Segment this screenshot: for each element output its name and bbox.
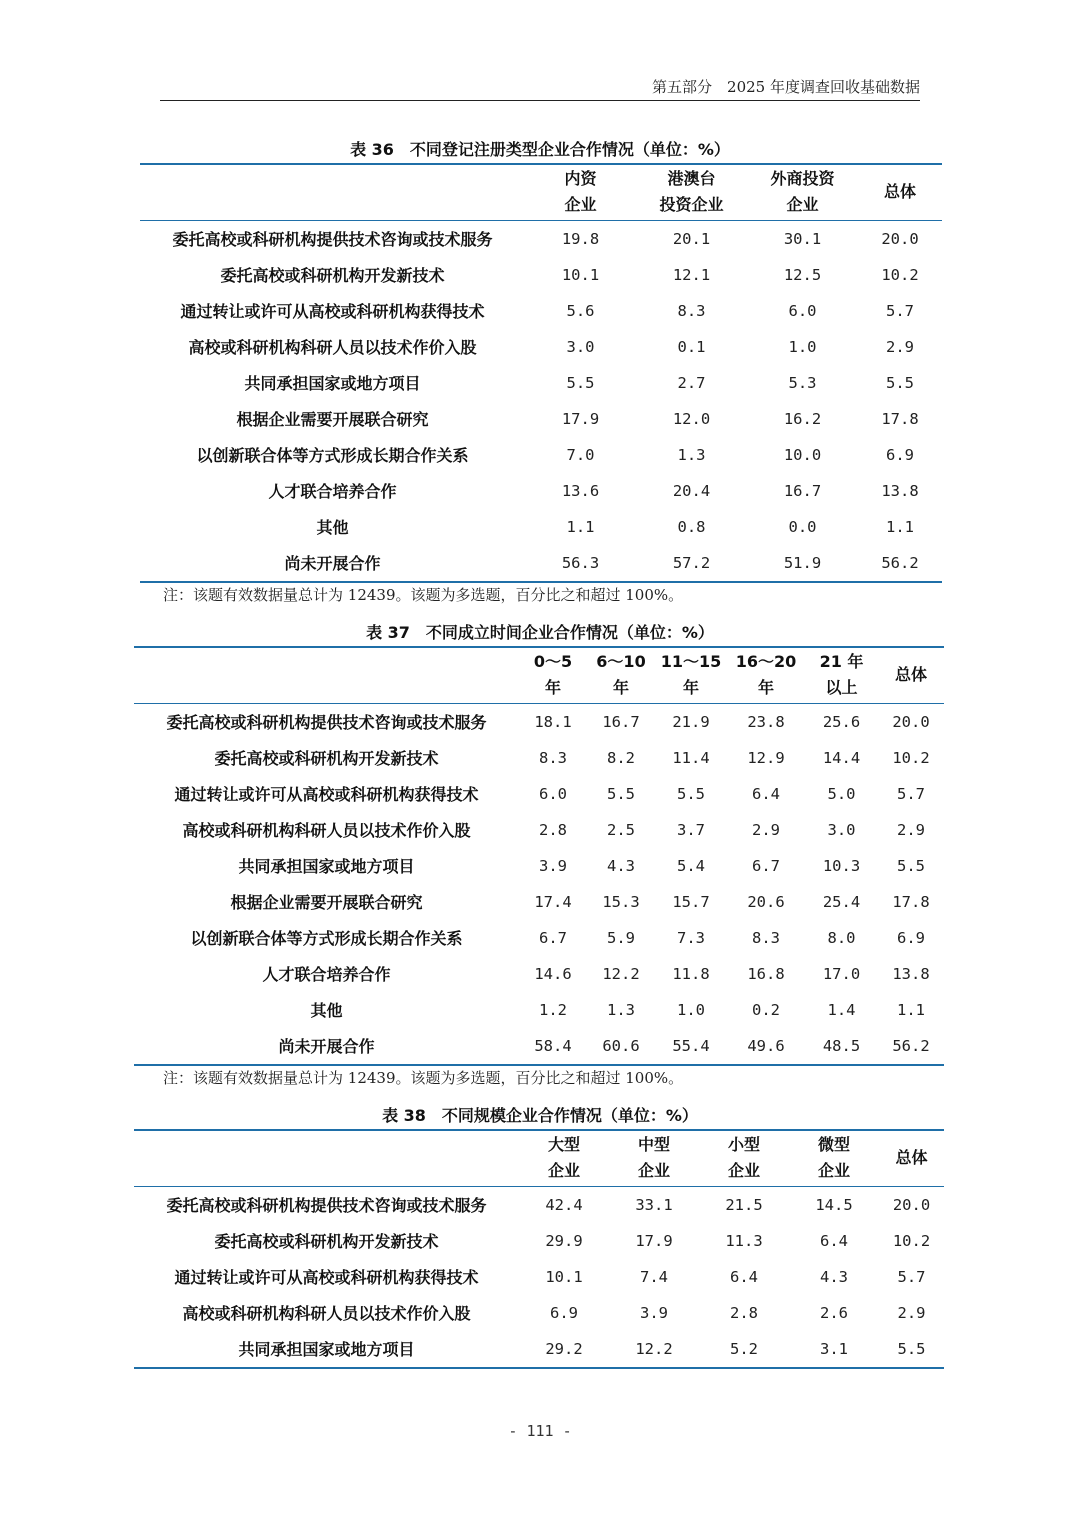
row-label: 尚未开展合作 xyxy=(284,554,381,573)
table-row xyxy=(140,473,942,509)
value-cell: 10.1 xyxy=(561,265,600,284)
row-label: 高校或科研机构科研人员以技术作价入股 xyxy=(182,821,471,840)
table-36-body xyxy=(140,220,942,582)
value-cell: 6.9 xyxy=(886,445,914,464)
value-cell: 1.1 xyxy=(886,517,914,536)
value-cell: 0.1 xyxy=(677,337,706,356)
value-cell: 3.7 xyxy=(677,820,705,839)
value-cell: 2.6 xyxy=(820,1303,848,1322)
value-cell: 2.9 xyxy=(897,1303,926,1322)
page-number: - 111 - xyxy=(508,1422,572,1440)
value-cell: 60.6 xyxy=(602,1036,640,1055)
row-label: 共同承担国家或地方项目 xyxy=(238,1340,415,1359)
value-cell: 30.1 xyxy=(783,229,822,248)
value-cell: 17.8 xyxy=(892,892,930,911)
value-cell: 1.1 xyxy=(566,517,595,536)
value-cell: 2.9 xyxy=(897,820,925,839)
value-cell: 3.1 xyxy=(820,1339,848,1358)
value-cell: 29.2 xyxy=(545,1339,583,1358)
value-cell: 0.0 xyxy=(788,517,817,536)
table-37 xyxy=(134,646,944,1066)
column-header-line: 内资 xyxy=(564,169,597,189)
column-header-line: 0～5 xyxy=(533,652,573,672)
header-blank-cell xyxy=(134,1130,519,1186)
table-row xyxy=(134,776,944,812)
value-cell: 16.8 xyxy=(747,964,785,983)
column-header-line: 16～20 xyxy=(735,652,797,672)
value-cell: 5.7 xyxy=(886,301,914,320)
value-cell: 12.1 xyxy=(672,265,711,284)
value-cell: 12.9 xyxy=(747,748,785,767)
row-label: 通过转让或许可从高校或科研机构获得技术 xyxy=(180,302,485,321)
value-cell: 42.4 xyxy=(545,1195,583,1214)
column-header-line: 企业 xyxy=(727,1161,760,1181)
table-row xyxy=(140,509,942,545)
value-cell: 6.9 xyxy=(550,1303,578,1322)
value-cell: 51.9 xyxy=(783,553,822,572)
value-cell: 15.3 xyxy=(602,892,640,911)
value-cell: 1.0 xyxy=(677,1000,705,1019)
column-header xyxy=(587,647,655,703)
column-header xyxy=(636,164,747,220)
table-36-title: 表 36 不同登记注册类型企业合作情况（单位：%） xyxy=(350,140,730,159)
table-row xyxy=(134,1259,944,1295)
row-label: 尚未开展合作 xyxy=(278,1037,375,1056)
value-cell: 5.7 xyxy=(897,1267,926,1286)
value-cell: 6.4 xyxy=(752,784,780,803)
value-cell: 6.9 xyxy=(897,928,925,947)
value-cell: 5.5 xyxy=(886,373,914,392)
row-label: 根据企业需要开展联合研究 xyxy=(236,410,429,429)
row-label: 其他 xyxy=(316,518,349,537)
value-cell: 6.7 xyxy=(539,928,567,947)
value-cell: 4.3 xyxy=(820,1267,848,1286)
value-cell: 2.5 xyxy=(607,820,635,839)
value-cell: 56.2 xyxy=(892,1036,930,1055)
value-cell: 12.0 xyxy=(672,409,711,428)
value-cell: 12.2 xyxy=(602,964,640,983)
table-row xyxy=(140,257,942,293)
value-cell: 8.3 xyxy=(539,748,567,767)
value-cell: 16.2 xyxy=(783,409,822,428)
value-cell: 1.1 xyxy=(897,1000,925,1019)
row-label: 人才联合培养合作 xyxy=(262,965,391,984)
column-header-line: 外商投资 xyxy=(770,169,835,189)
table-row xyxy=(134,1223,944,1259)
column-header-line: 11～15 xyxy=(660,652,722,672)
value-cell: 5.5 xyxy=(897,856,925,875)
table-row xyxy=(140,545,942,582)
value-cell: 17.9 xyxy=(561,409,600,428)
table-38-title: 表 38 不同规模企业合作情况（单位：%） xyxy=(382,1106,698,1125)
table-row xyxy=(140,220,942,257)
value-cell: 8.3 xyxy=(752,928,780,947)
column-header xyxy=(609,1130,699,1186)
column-header-line: 总体 xyxy=(894,665,927,685)
value-cell: 10.1 xyxy=(545,1267,583,1286)
value-cell: 0.8 xyxy=(677,517,706,536)
value-cell: 13.8 xyxy=(892,964,930,983)
row-label: 委托高校或科研机构提供技术咨询或技术服务 xyxy=(172,230,493,249)
value-cell: 56.2 xyxy=(881,553,919,572)
row-label: 委托高校或科研机构提供技术咨询或技术服务 xyxy=(166,713,487,732)
header-blank-cell xyxy=(140,164,525,220)
table-38-header xyxy=(134,1130,944,1186)
table-36-header xyxy=(140,164,942,220)
column-header-line: 年 xyxy=(682,678,699,698)
table-37-header xyxy=(134,647,944,703)
row-label: 根据企业需要开展联合研究 xyxy=(230,893,423,912)
table-38 xyxy=(134,1129,944,1369)
value-cell: 17.0 xyxy=(822,964,861,983)
value-cell: 10.2 xyxy=(892,748,930,767)
header-rule xyxy=(160,100,920,101)
row-label: 以创新联合体等方式形成长期合作关系 xyxy=(190,929,463,948)
table-row xyxy=(134,992,944,1028)
value-cell: 55.4 xyxy=(672,1036,710,1055)
value-cell: 20.4 xyxy=(672,481,711,500)
value-cell: 12.5 xyxy=(783,265,822,284)
column-header xyxy=(655,647,727,703)
value-cell: 18.1 xyxy=(534,712,572,731)
value-cell: 10.0 xyxy=(783,445,822,464)
header-blank-cell xyxy=(134,647,519,703)
column-header-line: 21 年 xyxy=(819,652,864,672)
value-cell: 48.5 xyxy=(822,1036,861,1055)
value-cell: 6.0 xyxy=(788,301,817,320)
value-cell: 15.7 xyxy=(672,892,710,911)
column-header xyxy=(789,1130,879,1186)
value-cell: 49.6 xyxy=(747,1036,785,1055)
column-header-line: 中型 xyxy=(637,1135,670,1155)
value-cell: 17.4 xyxy=(534,892,572,911)
value-cell: 5.7 xyxy=(897,784,925,803)
value-cell: 13.6 xyxy=(561,481,600,500)
value-cell: 2.8 xyxy=(539,820,567,839)
value-cell: 6.4 xyxy=(820,1231,848,1250)
value-cell: 0.2 xyxy=(752,1000,780,1019)
value-cell: 25.4 xyxy=(822,892,861,911)
value-cell: 1.2 xyxy=(539,1000,567,1019)
value-cell: 2.8 xyxy=(730,1303,758,1322)
value-cell: 1.4 xyxy=(827,1000,856,1019)
row-label: 共同承担国家或地方项目 xyxy=(238,857,415,876)
table-row xyxy=(134,1028,944,1065)
table-37-note: 注：该题有效数据量总计为 12439。该题为多选题，百分比之和超过 100%。 xyxy=(163,1069,684,1087)
value-cell: 8.0 xyxy=(827,928,856,947)
value-cell: 21.5 xyxy=(725,1195,763,1214)
value-cell: 5.5 xyxy=(897,1339,926,1358)
row-label: 以创新联合体等方式形成长期合作关系 xyxy=(196,446,469,465)
value-cell: 1.3 xyxy=(607,1000,635,1019)
value-cell: 8.3 xyxy=(677,301,706,320)
value-cell: 58.4 xyxy=(534,1036,572,1055)
table-row xyxy=(140,293,942,329)
value-cell: 5.4 xyxy=(677,856,705,875)
column-header xyxy=(699,1130,789,1186)
value-cell: 20.6 xyxy=(747,892,785,911)
value-cell: 5.5 xyxy=(677,784,705,803)
column-header-line: 6～10 xyxy=(596,652,646,672)
value-cell: 5.9 xyxy=(607,928,635,947)
value-cell: 23.8 xyxy=(747,712,785,731)
table-row xyxy=(134,884,944,920)
column-header xyxy=(747,164,858,220)
value-cell: 19.8 xyxy=(561,229,600,248)
value-cell: 57.2 xyxy=(672,553,711,572)
value-cell: 6.7 xyxy=(752,856,780,875)
row-label: 委托高校或科研机构开发新技术 xyxy=(214,749,439,768)
value-cell: 13.8 xyxy=(881,481,919,500)
value-cell: 6.0 xyxy=(539,784,567,803)
value-cell: 29.9 xyxy=(545,1231,583,1250)
column-header-line: 总体 xyxy=(883,182,916,202)
table-row xyxy=(134,1186,944,1223)
table-row xyxy=(140,329,942,365)
column-header-line: 投资企业 xyxy=(659,195,724,215)
value-cell: 5.5 xyxy=(607,784,635,803)
column-header xyxy=(878,647,944,703)
value-cell: 1.3 xyxy=(677,445,706,464)
value-cell: 7.4 xyxy=(640,1267,668,1286)
column-header-line: 企业 xyxy=(547,1161,580,1181)
value-cell: 10.2 xyxy=(881,265,919,284)
column-header xyxy=(805,647,878,703)
table-36 xyxy=(140,163,942,583)
column-header xyxy=(858,164,942,220)
column-header-line: 企业 xyxy=(786,195,819,215)
row-label: 人才联合培养合作 xyxy=(268,482,397,501)
row-label: 委托高校或科研机构开发新技术 xyxy=(220,266,445,285)
value-cell: 5.5 xyxy=(566,373,595,392)
value-cell: 10.3 xyxy=(822,856,861,875)
value-cell: 12.2 xyxy=(635,1339,673,1358)
column-header-line: 年 xyxy=(544,678,561,698)
table-row xyxy=(134,956,944,992)
value-cell: 5.0 xyxy=(827,784,856,803)
row-label: 高校或科研机构科研人员以技术作价入股 xyxy=(188,338,477,357)
value-cell: 25.6 xyxy=(822,712,861,731)
value-cell: 7.0 xyxy=(566,445,595,464)
value-cell: 20.0 xyxy=(881,229,919,248)
column-header-line: 企业 xyxy=(564,195,597,215)
table-row xyxy=(140,401,942,437)
table-37-body xyxy=(134,703,944,1065)
column-header xyxy=(525,164,636,220)
value-cell: 5.6 xyxy=(566,301,595,320)
column-header-line: 大型 xyxy=(547,1135,580,1155)
value-cell: 5.3 xyxy=(788,373,817,392)
value-cell: 56.3 xyxy=(561,553,600,572)
column-header-line: 年 xyxy=(757,678,774,698)
value-cell: 4.3 xyxy=(607,856,635,875)
value-cell: 2.9 xyxy=(752,820,780,839)
value-cell: 3.0 xyxy=(827,820,856,839)
value-cell: 2.7 xyxy=(677,373,706,392)
value-cell: 10.2 xyxy=(892,1231,931,1250)
value-cell: 7.3 xyxy=(677,928,705,947)
value-cell: 1.0 xyxy=(788,337,817,356)
column-header-line: 以上 xyxy=(825,678,858,698)
column-header-line: 企业 xyxy=(817,1161,850,1181)
row-label: 委托高校或科研机构开发新技术 xyxy=(214,1232,439,1251)
value-cell: 17.8 xyxy=(881,409,919,428)
row-label: 其他 xyxy=(310,1001,343,1020)
value-cell: 20.0 xyxy=(892,1195,931,1214)
value-cell: 8.2 xyxy=(607,748,635,767)
column-header xyxy=(879,1130,944,1186)
value-cell: 11.4 xyxy=(672,748,710,767)
value-cell: 33.1 xyxy=(635,1195,673,1214)
value-cell: 14.5 xyxy=(815,1195,853,1214)
column-header xyxy=(727,647,805,703)
table-row xyxy=(134,812,944,848)
row-label: 通过转让或许可从高校或科研机构获得技术 xyxy=(174,785,479,804)
table-37-title: 表 37 不同成立时间企业合作情况（单位：%） xyxy=(366,623,714,642)
running-header: 第五部分 2025 年度调查回收基础数据 xyxy=(652,78,920,96)
value-cell: 2.9 xyxy=(886,337,914,356)
table-row xyxy=(134,1331,944,1368)
table-row xyxy=(140,365,942,401)
value-cell: 21.9 xyxy=(672,712,710,731)
table-row xyxy=(134,848,944,884)
value-cell: 20.0 xyxy=(892,712,930,731)
table-38-body xyxy=(134,1186,944,1368)
column-header xyxy=(519,647,587,703)
value-cell: 16.7 xyxy=(602,712,640,731)
column-header-line: 年 xyxy=(612,678,629,698)
value-cell: 14.4 xyxy=(822,748,861,767)
value-cell: 3.9 xyxy=(640,1303,668,1322)
value-cell: 5.2 xyxy=(730,1339,758,1358)
table-36-note: 注：该题有效数据量总计为 12439。该题为多选题，百分比之和超过 100%。 xyxy=(163,586,684,604)
value-cell: 3.0 xyxy=(566,337,595,356)
table-row xyxy=(134,740,944,776)
value-cell: 11.3 xyxy=(725,1231,763,1250)
row-label: 共同承担国家或地方项目 xyxy=(244,374,421,393)
value-cell: 6.4 xyxy=(730,1267,758,1286)
value-cell: 14.6 xyxy=(534,964,572,983)
column-header-line: 小型 xyxy=(727,1135,760,1155)
table-row xyxy=(134,703,944,740)
row-label: 通过转让或许可从高校或科研机构获得技术 xyxy=(174,1268,479,1287)
column-header-line: 微型 xyxy=(817,1135,850,1155)
value-cell: 17.9 xyxy=(635,1231,673,1250)
row-label: 高校或科研机构科研人员以技术作价入股 xyxy=(182,1304,471,1323)
value-cell: 3.9 xyxy=(539,856,567,875)
column-header-line: 港澳台 xyxy=(667,169,716,189)
row-label: 委托高校或科研机构提供技术咨询或技术服务 xyxy=(166,1196,487,1215)
value-cell: 11.8 xyxy=(672,964,710,983)
value-cell: 16.7 xyxy=(783,481,822,500)
table-row xyxy=(134,1295,944,1331)
column-header xyxy=(519,1130,609,1186)
column-header-line: 总体 xyxy=(895,1148,928,1168)
table-row xyxy=(140,437,942,473)
value-cell: 20.1 xyxy=(672,229,711,248)
table-row xyxy=(134,920,944,956)
column-header-line: 企业 xyxy=(637,1161,670,1181)
